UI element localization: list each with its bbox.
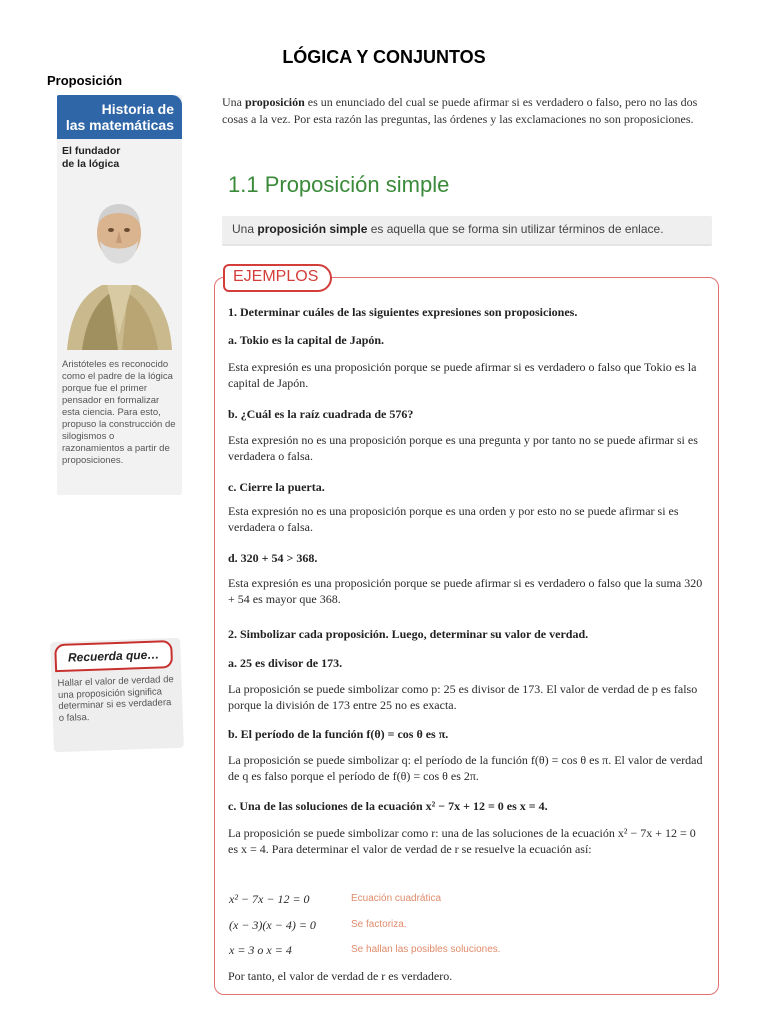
ex2-c-text: La proposición se puede simbolizar como r: una de las soluciones de la ecuación x² − 7x + 12 = 0 es x = 4. Para determinar el valor de verdad de r se resuelve la ecuación así: <box>228 826 696 856</box>
aristotle-portrait <box>62 175 177 350</box>
definition-post: es aquella que se forma sin utilizar términos de enlace. <box>367 222 664 236</box>
step-equation: x = 3 o x = 4 <box>229 943 292 957</box>
ex1-a-title: a. Tokio es la capital de Japón. <box>228 333 385 347</box>
step-note: Se factoriza. <box>351 919 407 930</box>
intro-term: proposición <box>245 95 305 109</box>
recuerda-title: Recuerda que… <box>54 640 173 672</box>
intro-paragraph <box>222 94 712 128</box>
step-note: Ecuación cuadrática <box>351 893 442 904</box>
section-label: Proposición <box>47 73 123 88</box>
definition-pre: Una <box>232 222 258 236</box>
definition-text <box>232 222 664 236</box>
ex2-conclusion: Por tanto, el valor de verdad de r es verdadero. <box>228 969 453 983</box>
step-equation: x² − 7x − 12 = 0 <box>229 892 310 906</box>
ex1-heading: 1. Determinar cuáles de las siguientes expresiones son proposiciones. <box>228 305 578 319</box>
ex1-d-text: Esta expresión es una proposición porque se puede afirmar si es verdadero o falso que la suma 320 + 54 es mayor que 368. <box>228 576 703 606</box>
ex2-a-text: La proposición se puede simbolizar como p: 25 es divisor de 173. El valor de verdad de p es falso porque la división de 173 entre 25 no es exacta. <box>228 682 698 712</box>
examples-tab: EJEMPLOS <box>223 264 332 292</box>
ex1-b-text: Esta expresión no es una proposición porque es una pregunta y por tanto no se puede afirmar si es verdadera o falsa. <box>228 433 698 463</box>
definition-term: proposición simple <box>257 222 368 236</box>
ex2-heading: 2. Simbolizar cada proposición. Luego, determinar su valor de verdad. <box>228 627 589 641</box>
history-subtitle <box>62 145 177 171</box>
section-title: 1.1 Proposición simple <box>228 172 450 197</box>
ex2-c-title: c. Una de las soluciones de la ecuación x² − 7x + 12 = 0 es x = 4. <box>228 799 548 813</box>
history-banner <box>57 95 182 139</box>
ex1-c-text: Esta expresión no es una proposición porque es una orden y por esto no se puede afirmar si es verdadera o falsa. <box>228 504 679 534</box>
step-note: Se hallan las posibles soluciones. <box>351 944 501 955</box>
ex2-b-title: b. El período de la función f(θ) = cos θ es π. <box>228 727 449 741</box>
step-equation: (x − 3)(x − 4) = 0 <box>229 918 316 932</box>
ex1-b-title: b. ¿Cuál es la raíz cuadrada de 576? <box>228 407 414 421</box>
ex1-a-text: Esta expresión es una proposición porque se puede afirmar si es verdadero o falso que Tokio es la capital de Japón. <box>228 360 697 390</box>
ex1-c-title: c. Cierre la puerta. <box>228 480 325 494</box>
definition-box <box>222 216 712 246</box>
ex2-a-title: a. 25 es divisor de 173. <box>228 656 343 670</box>
history-subtitle-line2: de la lógica <box>62 158 120 170</box>
history-text: Aristóteles es reconocido como el padre de la lógica porque fue el primer pensador en formalizar esta ciencia. Para esto, propuso la construcción de silogismos o razonamientos a partir de proposiciones. <box>62 359 176 466</box>
history-banner-line2: las matemáticas <box>65 117 174 133</box>
page-title: LÓGICA Y CONJUNTOS <box>282 47 486 67</box>
ex2-b-text: La proposición se puede simbolizar q: el período de la función f(θ) = cos θ es π. El valor de verdad de q es falso porque el período de f(θ) = cos θ es 2π. <box>228 753 703 783</box>
intro-post: es un enunciado del cual se puede afirmar si es verdadero o falso, pero no las dos cosas a la vez. Por esta razón las preguntas, las órdenes y las exclamaciones no son proposiciones. <box>222 95 698 126</box>
ex1-d-title: d. 320 + 54 > 368. <box>228 551 318 565</box>
history-box <box>57 95 182 495</box>
recuerda-box <box>50 638 184 752</box>
recuerda-text: Hallar el valor de verdad de una proposición significa determinar si es verdadera o falsa. <box>57 674 174 724</box>
history-subtitle-line1: El fundador <box>62 145 121 157</box>
intro-pre: Una <box>222 95 245 109</box>
history-banner-line1: Historia de <box>101 101 174 117</box>
